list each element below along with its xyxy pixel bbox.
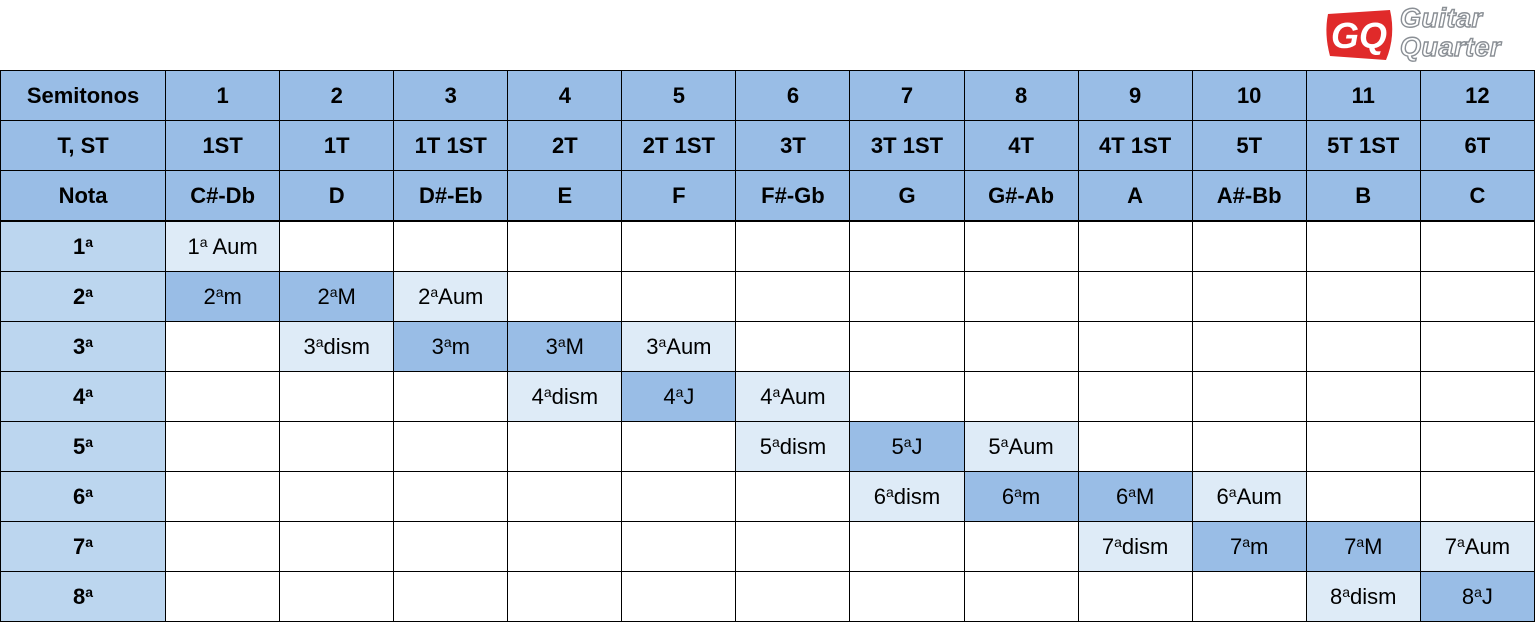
interval-cell: 2$^a$m <box>166 272 280 322</box>
empty-cell <box>1192 221 1306 272</box>
empty-cell <box>1420 472 1534 522</box>
empty-cell <box>1192 372 1306 422</box>
interval-row <box>1 472 1535 522</box>
empty-cell <box>394 472 508 522</box>
header-cell: 3 <box>394 71 508 121</box>
empty-cell <box>1420 322 1534 372</box>
header-cell: F#-Gb <box>736 171 850 222</box>
empty-cell <box>508 522 622 572</box>
empty-cell <box>1192 272 1306 322</box>
empty-cell <box>166 572 280 622</box>
empty-cell <box>1078 422 1192 472</box>
header-cell: C <box>1420 171 1534 222</box>
interval-cell: 6$^a$dism <box>850 472 964 522</box>
interval-row <box>1 322 1535 372</box>
header-cell: E <box>508 171 622 222</box>
interval-label: 8$^a$ <box>1 572 166 622</box>
interval-cell: 6$^a$Aum <box>1192 472 1306 522</box>
header-cell: 5T 1ST <box>1306 121 1420 171</box>
header-cell: D <box>280 171 394 222</box>
interval-cell: 5$^a$dism <box>736 422 850 472</box>
gq-logo-icon <box>1320 4 1398 66</box>
interval-row <box>1 422 1535 472</box>
header-cell: A#-Bb <box>1192 171 1306 222</box>
empty-cell <box>736 472 850 522</box>
empty-cell <box>166 472 280 522</box>
header-cell: C#-Db <box>166 171 280 222</box>
interval-cell: 4$^a$Aum <box>736 372 850 422</box>
empty-cell <box>964 372 1078 422</box>
header-cell: D#-Eb <box>394 171 508 222</box>
header-cell: 3T <box>736 121 850 171</box>
empty-cell <box>736 322 850 372</box>
empty-cell <box>622 472 736 522</box>
header-cell: 4T 1ST <box>1078 121 1192 171</box>
empty-cell <box>394 522 508 572</box>
header-label: Semitonos <box>1 71 166 121</box>
interval-row <box>1 522 1535 572</box>
interval-cell: 3$^a$Aum <box>622 322 736 372</box>
empty-cell <box>1420 372 1534 422</box>
empty-cell <box>1078 322 1192 372</box>
empty-cell <box>166 422 280 472</box>
note-row <box>1 171 1535 222</box>
empty-cell <box>1420 272 1534 322</box>
header-cell: B <box>1306 171 1420 222</box>
empty-cell <box>850 272 964 322</box>
interval-row <box>1 372 1535 422</box>
empty-cell <box>1306 422 1420 472</box>
empty-cell <box>1078 572 1192 622</box>
empty-cell <box>850 522 964 572</box>
empty-cell <box>280 221 394 272</box>
empty-cell <box>394 221 508 272</box>
empty-cell <box>622 522 736 572</box>
header-cell: G <box>850 171 964 222</box>
interval-cell: 1$^a$ Aum <box>166 221 280 272</box>
interval-label: 3$^a$ <box>1 322 166 372</box>
interval-label: 6$^a$ <box>1 472 166 522</box>
empty-cell <box>1306 372 1420 422</box>
interval-cell: 4$^a$dism <box>508 372 622 422</box>
logo-line-2: Quarter <box>1400 32 1502 62</box>
header-cell: 10 <box>1192 71 1306 121</box>
header-cell: 3T 1ST <box>850 121 964 171</box>
header-cell: A <box>1078 171 1192 222</box>
interval-label: 7$^a$ <box>1 522 166 572</box>
empty-cell <box>622 221 736 272</box>
header-cell: 8 <box>964 71 1078 121</box>
empty-cell <box>508 572 622 622</box>
empty-cell <box>964 272 1078 322</box>
interval-cell: 5$^a$J <box>850 422 964 472</box>
empty-cell <box>394 372 508 422</box>
header-cell: 2T 1ST <box>622 121 736 171</box>
empty-cell <box>280 372 394 422</box>
empty-cell <box>736 272 850 322</box>
empty-cell <box>508 472 622 522</box>
interval-label: 5$^a$ <box>1 422 166 472</box>
header-cell: 4 <box>508 71 622 121</box>
header-cell: 7 <box>850 71 964 121</box>
empty-cell <box>964 572 1078 622</box>
empty-cell <box>394 572 508 622</box>
header-cell: 1 <box>166 71 280 121</box>
logo-line-1: Guitar <box>1400 3 1483 33</box>
header-cell: F <box>622 171 736 222</box>
empty-cell <box>508 422 622 472</box>
empty-cell <box>280 522 394 572</box>
empty-cell <box>622 272 736 322</box>
empty-cell <box>964 221 1078 272</box>
header-cell: 2T <box>508 121 622 171</box>
empty-cell <box>1306 472 1420 522</box>
interval-cell: 8$^a$J <box>1420 572 1534 622</box>
interval-label: 1$^a$ <box>1 221 166 272</box>
empty-cell <box>1420 422 1534 472</box>
empty-cell <box>736 572 850 622</box>
empty-cell <box>1192 322 1306 372</box>
header-cell: 6 <box>736 71 850 121</box>
interval-cell: 3$^a$m <box>394 322 508 372</box>
interval-cell: 5$^a$Aum <box>964 422 1078 472</box>
empty-cell <box>850 322 964 372</box>
header-cell: 5 <box>622 71 736 121</box>
interval-cell: 6$^a$m <box>964 472 1078 522</box>
interval-label: 2$^a$ <box>1 272 166 322</box>
interval-cell: 7$^a$dism <box>1078 522 1192 572</box>
header-cell: 11 <box>1306 71 1420 121</box>
logo-wordmark <box>1400 4 1501 62</box>
interval-cell: 2$^a$M <box>280 272 394 322</box>
header-cell: 1ST <box>166 121 280 171</box>
header-cell: G#-Ab <box>964 171 1078 222</box>
semitones-row <box>1 71 1535 121</box>
empty-cell <box>508 272 622 322</box>
empty-cell <box>850 221 964 272</box>
empty-cell <box>850 572 964 622</box>
empty-cell <box>1306 322 1420 372</box>
empty-cell <box>1306 221 1420 272</box>
interval-row <box>1 572 1535 622</box>
interval-cell: 7$^a$M <box>1306 522 1420 572</box>
empty-cell <box>280 472 394 522</box>
empty-cell <box>1192 572 1306 622</box>
header-cell: 5T <box>1192 121 1306 171</box>
empty-cell <box>1078 221 1192 272</box>
empty-cell <box>280 572 394 622</box>
empty-cell <box>166 372 280 422</box>
interval-row <box>1 272 1535 322</box>
guitar-quarter-logo <box>1320 2 1520 68</box>
empty-cell <box>736 522 850 572</box>
header-cell: 2 <box>280 71 394 121</box>
interval-cell: 7$^a$m <box>1192 522 1306 572</box>
interval-cell: 6$^a$M <box>1078 472 1192 522</box>
header-cell: 1T <box>280 121 394 171</box>
interval-cell: 8$^a$dism <box>1306 572 1420 622</box>
empty-cell <box>1078 272 1192 322</box>
header-cell: 6T <box>1420 121 1534 171</box>
interval-label: 4$^a$ <box>1 372 166 422</box>
interval-cell: 4$^a$J <box>622 372 736 422</box>
empty-cell <box>622 422 736 472</box>
tone-row <box>1 121 1535 171</box>
empty-cell <box>622 572 736 622</box>
header-cell: 4T <box>964 121 1078 171</box>
empty-cell <box>166 522 280 572</box>
empty-cell <box>1420 221 1534 272</box>
header-cell: 9 <box>1078 71 1192 121</box>
empty-cell <box>394 422 508 472</box>
empty-cell <box>964 522 1078 572</box>
interval-row <box>1 221 1535 272</box>
header-cell: 1T 1ST <box>394 121 508 171</box>
empty-cell <box>964 322 1078 372</box>
empty-cell <box>166 322 280 372</box>
interval-cell: 2$^a$Aum <box>394 272 508 322</box>
intervals-table <box>0 70 1535 622</box>
empty-cell <box>850 372 964 422</box>
interval-cell: 3$^a$dism <box>280 322 394 372</box>
svg-text:GQ: GQ <box>1330 15 1388 56</box>
header-label: T, ST <box>1 121 166 171</box>
header-cell: 12 <box>1420 71 1534 121</box>
header-label: Nota <box>1 171 166 222</box>
empty-cell <box>1078 372 1192 422</box>
interval-cell: 3$^a$M <box>508 322 622 372</box>
empty-cell <box>736 221 850 272</box>
empty-cell <box>280 422 394 472</box>
empty-cell <box>1192 422 1306 472</box>
empty-cell <box>1306 272 1420 322</box>
empty-cell <box>508 221 622 272</box>
interval-cell: 7$^a$Aum <box>1420 522 1534 572</box>
